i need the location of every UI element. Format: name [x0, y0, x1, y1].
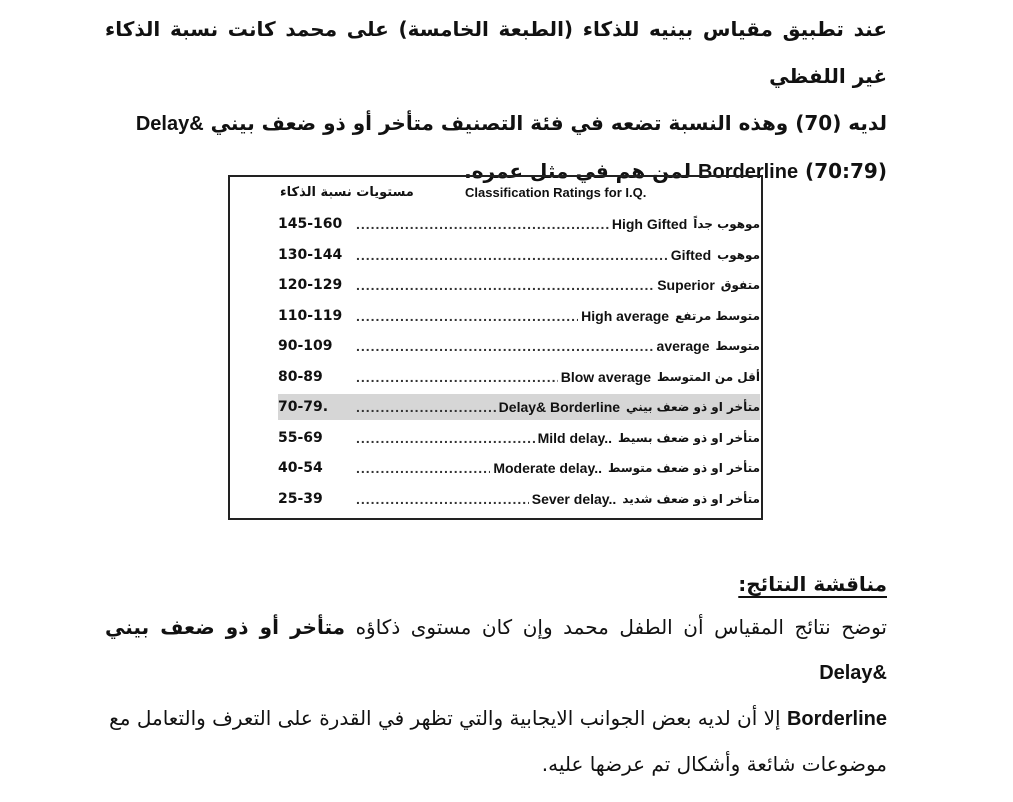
classification-english: Superior: [657, 277, 715, 293]
table-row: [278, 303, 760, 329]
classification-english: Sever delay..: [531, 490, 617, 507]
classification-arabic: موهوب جداً: [693, 217, 760, 231]
dot-leader: [356, 369, 558, 385]
table-row: [278, 272, 760, 298]
iq-range: 40-54: [278, 460, 323, 476]
classification-arabic: متأخر او ذو ضعف بيني: [626, 400, 760, 414]
results-line-2: إلا أن لديه بعض الجوانب الايجابية والتي تظهر في القدرة على التعرف والتعامل مع: [109, 706, 781, 730]
classification-arabic: أقل من المتوسط: [656, 369, 760, 384]
table-row: [278, 425, 760, 451]
results-line-3: موضوعات شائعة وأشكال تم عرضها عليه.: [541, 752, 887, 776]
classification-english: Delay& Borderline: [498, 399, 621, 415]
results-line-1-bold: متأخر أو ذو ضعف بيني: [105, 615, 346, 639]
classification-arabic: متأخر او ذو ضعف بسيط: [618, 430, 760, 445]
classification-english: Mild delay..: [537, 429, 613, 446]
iq-range: 55-69: [278, 429, 323, 446]
classification-english: Moderate delay..: [493, 460, 602, 476]
iq-range: 120-129: [278, 277, 343, 293]
intro-line-2: لديه (70) وهذه النسبة تضعه في فئة التصنيف متأخر أو ذو ضعف بيني: [210, 111, 887, 135]
classification-arabic: متفوق: [720, 278, 760, 292]
intro-line-1: عند تطبيق مقياس بينيه للذكاء (الطبعة الخامسة) على محمد كانت نسبة الذكاء غير اللفظي: [105, 17, 887, 88]
intro-line-3: (70:79) لمن هم في مثل عمره.: [464, 159, 887, 183]
classification-english: High average: [581, 307, 670, 324]
iq-classification-table: [228, 175, 763, 520]
iq-range: 110-119: [278, 307, 343, 324]
classification-english: Blow average: [560, 368, 651, 385]
classification-arabic: متوسط مرتفع: [675, 308, 760, 323]
iq-range: 25-39: [278, 490, 323, 507]
classification-arabic: موهوب: [717, 247, 760, 262]
table-row: [278, 333, 760, 359]
iq-range: 130-144: [278, 246, 343, 263]
results-line-2-english: Borderline: [786, 708, 887, 730]
classification-english: average: [656, 338, 710, 354]
intro-paragraph: [105, 6, 887, 196]
table-row: [278, 364, 760, 390]
intro-line-3-english: Borderline: [698, 161, 799, 183]
table-row: [278, 486, 760, 512]
dot-leader: [356, 216, 609, 232]
table-row: [278, 455, 760, 481]
table-row: [278, 394, 760, 420]
iq-range: 80-89: [278, 368, 323, 385]
table-row: [278, 242, 760, 268]
table-header-arabic: مستويات نسبة الذكاء: [280, 185, 414, 200]
classification-english: High Gifted: [611, 216, 688, 232]
table-row: [278, 211, 760, 237]
classification-arabic: متوسط: [715, 339, 760, 353]
dot-leader: [356, 247, 668, 263]
dot-leader: [356, 308, 578, 324]
results-line-1-english: Delay&: [819, 662, 887, 684]
results-paragraph: [105, 605, 887, 787]
iq-range: 145-160: [278, 216, 343, 232]
dot-leader: [356, 430, 535, 446]
results-heading: مناقشة النتائج:: [738, 572, 887, 596]
dot-leader: [356, 277, 654, 293]
dot-leader: [356, 460, 490, 476]
intro-line-2-english: Delay&: [135, 113, 204, 135]
classification-english: Gifted: [670, 246, 712, 263]
results-line-1: توضح نتائج المقياس أن الطفل محمد وإن كان مستوى ذكاؤه: [355, 615, 887, 639]
table-header: [230, 183, 761, 205]
classification-arabic: متأخر او ذو ضعف شديد: [622, 491, 760, 506]
classification-arabic: متأخر او ذو ضعف متوسط: [607, 461, 760, 475]
iq-range: 90-109: [278, 338, 333, 354]
iq-range: 70-79.: [278, 399, 329, 415]
dot-leader: [356, 491, 529, 507]
dot-leader: [356, 399, 496, 415]
dot-leader: [356, 338, 654, 354]
table-header-english: Classification Ratings for I.Q.: [465, 185, 647, 200]
